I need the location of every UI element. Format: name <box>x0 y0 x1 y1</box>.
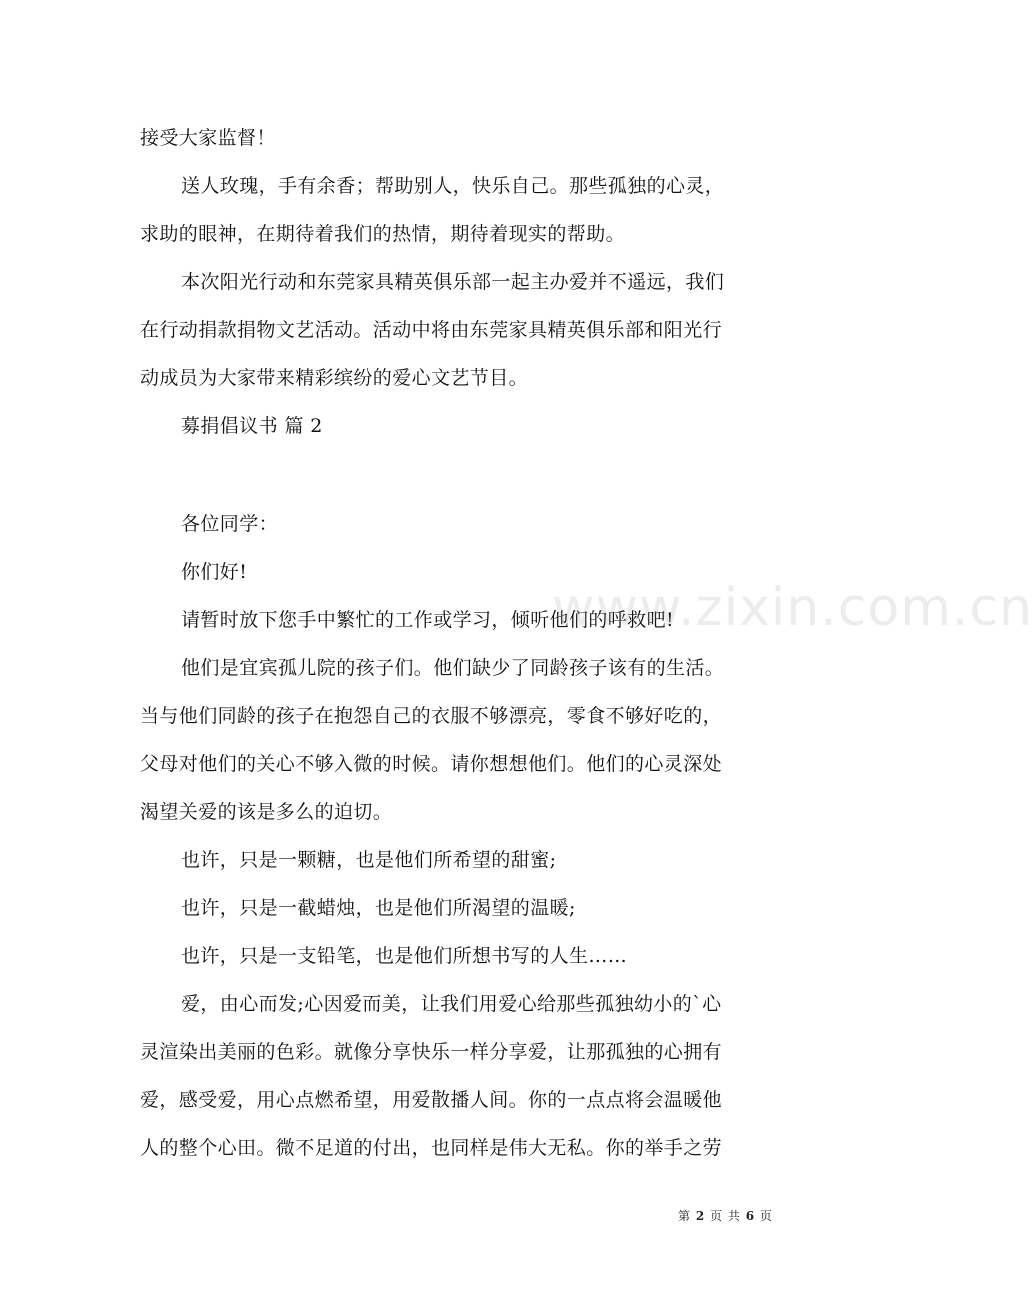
paragraph-line: 父母对他们的关心不够入微的时候。请你想想他们。他们的心灵深处 <box>140 753 723 775</box>
page-footer <box>678 1208 773 1224</box>
greeting: 你们好! <box>181 561 248 583</box>
footer-current-page: 2 <box>695 1209 706 1223</box>
watermark: www.zixin.com.cn <box>552 578 1033 638</box>
footer-total-pages: 6 <box>745 1209 756 1223</box>
paragraph-line: 爱，由心而发;心因爱而美，让我们用爱心给那些孤独幼小的`心 <box>181 993 722 1015</box>
footer-suffix: 页 <box>759 1209 773 1223</box>
paragraph-line: 渴望关爱的该是多么的迫切。 <box>140 801 393 823</box>
paragraph-line: 当与他们同龄的孩子在抱怨自己的衣服不够漂亮，零食不够好吃的， <box>140 705 723 727</box>
paragraph-line: 送人玫瑰，手有余香；帮助别人，快乐自己。那些孤独的心灵， <box>181 175 725 197</box>
paragraph-line: 人的整个心田。微不足道的付出，也同样是伟大无私。你的举手之劳 <box>140 1137 723 1159</box>
footer-mid: 页 共 <box>710 1209 741 1223</box>
paragraph-line: 灵渲染出美丽的色彩。就像分享快乐一样分享爱，让那孤独的心拥有 <box>140 1041 723 1063</box>
paragraph-line: 求助的眼神，在期待着我们的热情，期待着现实的帮助。 <box>140 223 626 245</box>
paragraph-line: 请暂时放下您手中繁忙的工作或学习，倾听他们的呼救吧! <box>181 609 675 631</box>
paragraph-line: 也许，只是一支铅笔，也是他们所想书写的人生…… <box>181 945 628 967</box>
salutation: 各位同学： <box>181 513 279 535</box>
paragraph-line: 他们是宜宾孤儿院的孩子们。他们缺少了同龄孩子该有的生活。 <box>181 657 725 679</box>
paragraph-line: 爱，感受爱，用心点燃希望，用爱散播人间。你的一点点将会温暖他 <box>140 1089 723 1111</box>
paragraph-line: 在行动捐款捐物文艺活动。活动中将由东莞家具精英俱乐部和阳光行 <box>140 319 723 341</box>
footer-prefix: 第 <box>678 1209 692 1223</box>
paragraph-line: 本次阳光行动和东莞家具精英俱乐部一起主办爱并不遥远，我们 <box>181 271 725 293</box>
section-heading: 募捐倡议书 篇 2 <box>181 415 323 437</box>
paragraph-line: 也许，只是一截蜡烛，也是他们所渴望的温暖; <box>181 897 576 919</box>
paragraph-line: 接受大家监督！ <box>140 127 276 149</box>
paragraph-line: 动成员为大家带来精彩缤纷的爱心文艺节目。 <box>140 367 529 389</box>
paragraph-line: 也许，只是一颗糖，也是他们所希望的甜蜜; <box>181 849 557 871</box>
